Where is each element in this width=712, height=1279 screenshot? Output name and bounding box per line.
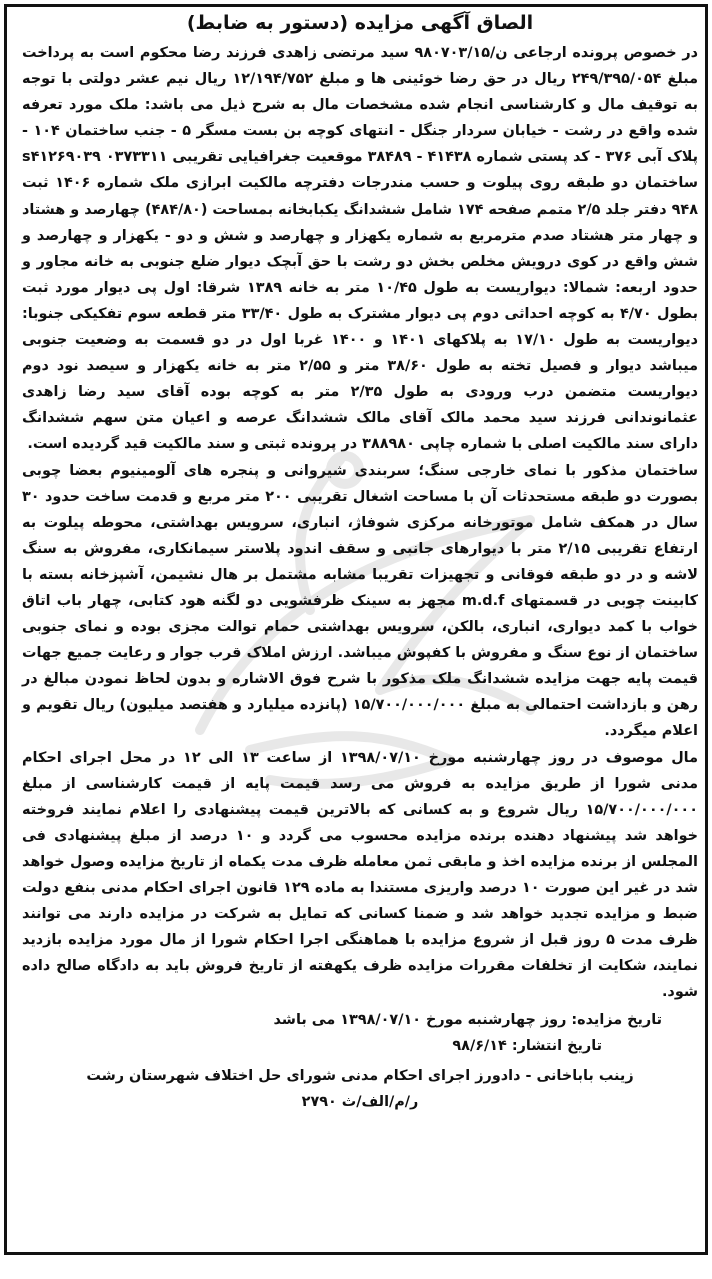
building-details-paragraph: ساختمان مذکور با نمای خارجی سنگ؛ سربندی شیروانی و پنجره های آلومینیوم بعضا چوبی بصورت دو طبقه مستحدثات آن با مساحت اشغال تقریبی ۲۰۰ متر مربع و قدمت ساخت حدود ۳۰ سال در همکف شامل موتورخانه مرکزی شوفاژ، انباری، سرویس بهداشتی، محوطه پیلوت به ارتفاع تقریبی ۲/۱۵ متر با دیوارهای جانبی و سقف اندود پلاستر سیمانکاری، مفروش به سنگ لاشه و در دو طبقه فوقانی و تجهیزات تقریبا مشابه مشتمل بر هال نشیمن، آشپزخانه بسته با کابینت چوبی در قسمتهای m.d.f مجهز به سینک ظرفشویی دو لگنه هود کتابی، چهار باب اتاق خواب با کمد دیواری، انباری، بالکن، سرویس بهداشتی حمام توالت مجزی بوده و نمای جنوبی ساختمان از نوع سنگ و مفروش با کفپوش میباشد. ارزش املاک قرب جوار و رعایت جمیع جهات قیمت پایه جهت مزایده ششدانگ ملک مذکور با شرح فوق الاشاره و بدون لحاظ نمودن مبالغ در رهن و بازداشت احتمالی به مبلغ ۱۵/۷۰۰/۰۰۰/۰۰۰ (پانزده میلیارد و هفتصد میلیون) ریال تقویم و اعلام میگردد. (22, 462, 699, 740)
property-description-paragraph: در خصوص پرونده ارجاعی ن/۹۸۰۷۰۳/۱۵ سید مرتضی زاهدی فرزند رضا محکوم است به پرداخت مبلغ ۲۴۹/۳۹۵/۰۵۴ ریال در حق رضا خوئینی ها و مبلغ ۱۲/۱۹۴/۷۵۲ ریال نیم عشر دولتی با توجه به توقیف مال و کارشناسی انجام شده مشخصات مال به شرح ذیل می باشد: ملک مورد تعرفه شده واقع در رشت - خیابان سردار جنگل - انتهای کوچه بن بست مسگر ۵ - جنب ساختمان ۱۰۴ - پلاک آبی ۳۷۶ - کد پستی شماره ۴۱۴۳۸ - ۳۸۴۸۹ موقعیت جغرافیایی تقریبی ۰۳۷۳۳۱۱ s۴۱۲۶۹۰۳۹ ساختمان دو طبقه روی پیلوت و حسب مندرجات دفترچه مالکیت ابرازی ملک شماره ۱۴۰۶ ثبت ۹۴۸ دفتر جلد ۲/۵ متمم صفحه ۱۷۴ شامل ششدانگ یکبابخانه بمساحت (۴۸۴/۸۰) چهارصد و هشتاد و چهار متر هشتاد صدم مترمربع به شماره یکهزار و چهارصد و شش و دو - یکهزار و چهارصد و شش واقع در کوی درویش مخلص بخش دو رشت با حق آبچک دیوار ضلع جنوبی به خانه مجاور و حدود اربعه: شمالا: دیواریست به طول ۱۰/۴۵ متر به خانه ۱۳۸۹ شرقا: اول پی دیوار مورد ثبت بطول ۴/۷۰ به کوچه احداثی دوم پی دیوار مشترک به طول ۳۳/۴۰ متر قطعه سوم تفکیکی جنوبا: دیواریست به طول ۱۷/۱۰ به پلاکهای ۱۴۰۱ و ۱۴۰۰ غربا اول در دو قسمت به وضعیت جنوبی میباشد دیوار و فصیل تخته به طول ۳۸/۶۰ متر و ۲/۵۵ متر به خانه یکهزار و سیصد نود دوم دیواریست متضمن درب ورودی به طول ۲/۳۵ متر به کوچه بوده آقای سید رضا زاهدی عثمانوندانی فرزند سید محمد مالک آقای مالک ششدانگ عرصه و اعیان متن سهم ششدانگ دارای سند مالکیت اصلی با شماره چاپی ۳۸۸۹۸۰ در پرونده ثبتی و سند مالکیت قید گردیده است. (22, 45, 699, 453)
reference-code: ر/م/الف/ث ۲۷۹۰ (301, 1094, 419, 1111)
dates-block (22, 1007, 698, 1059)
notice-title: الصاق آگهی مزایده (دستور به ضابط) (186, 12, 534, 34)
notice-content (22, 8, 698, 1115)
signatory-line: زینب باباخانی - دادورز اجرای احکام مدنی شورای حل اختلاف شهرستان رشت (86, 1068, 634, 1085)
publish-date: تاریخ انتشار: ۹۸/۶/۱۴ (452, 1038, 602, 1055)
auction-date: تاریخ مزایده: روز چهارشنبه مورخ ۱۳۹۸/۰۷/۱۰ می باشد (273, 1012, 662, 1029)
auction-terms-paragraph: مال موصوف در روز چهارشنبه مورخ ۱۳۹۸/۰۷/۱۰ از ساعت ۱۳ الی ۱۲ در محل اجرای احکام مدنی شورا از طریق مزایده به فروش می رسد قیمت پایه از قیمت کارشناسی از مبلغ ۱۵/۷۰۰/۰۰۰/۰۰۰ ریال شروع و به کسانی که بالاترین قیمت پیشنهادی را اعلام نمایند فروخته خواهد شد پیشنهاد دهنده برنده مزایده محسوب می گردد و ۱۰ درصد از مبلغ پیشنهادی فی المجلس از برنده مزایده اخذ و مابقی ثمن معامله ظرف مدت یکماه از تاریخ مزایده وصول خواهد شد در غیر این صورت ۱۰ درصد واریزی مستندا به ماده ۱۲۹ قانون اجرای احکام مدنی بنفع دولت ضبط و مزایده تجدید خواهد شد و ضمنا کسانی که تمایل به شرکت در مزایده دارند می توانند ظرف مدت ۵ روز قبل از شروع مزایده با هماهنگی اجرا احکام شورا از مال مورد مزایده بازدید نمایند، شکایت از تخلفات مقررات مزایده ظرف یکهفته از تاریخ فروش باید به دادگاه صالح داده شود. (22, 749, 698, 1001)
signature-block (22, 1063, 698, 1115)
